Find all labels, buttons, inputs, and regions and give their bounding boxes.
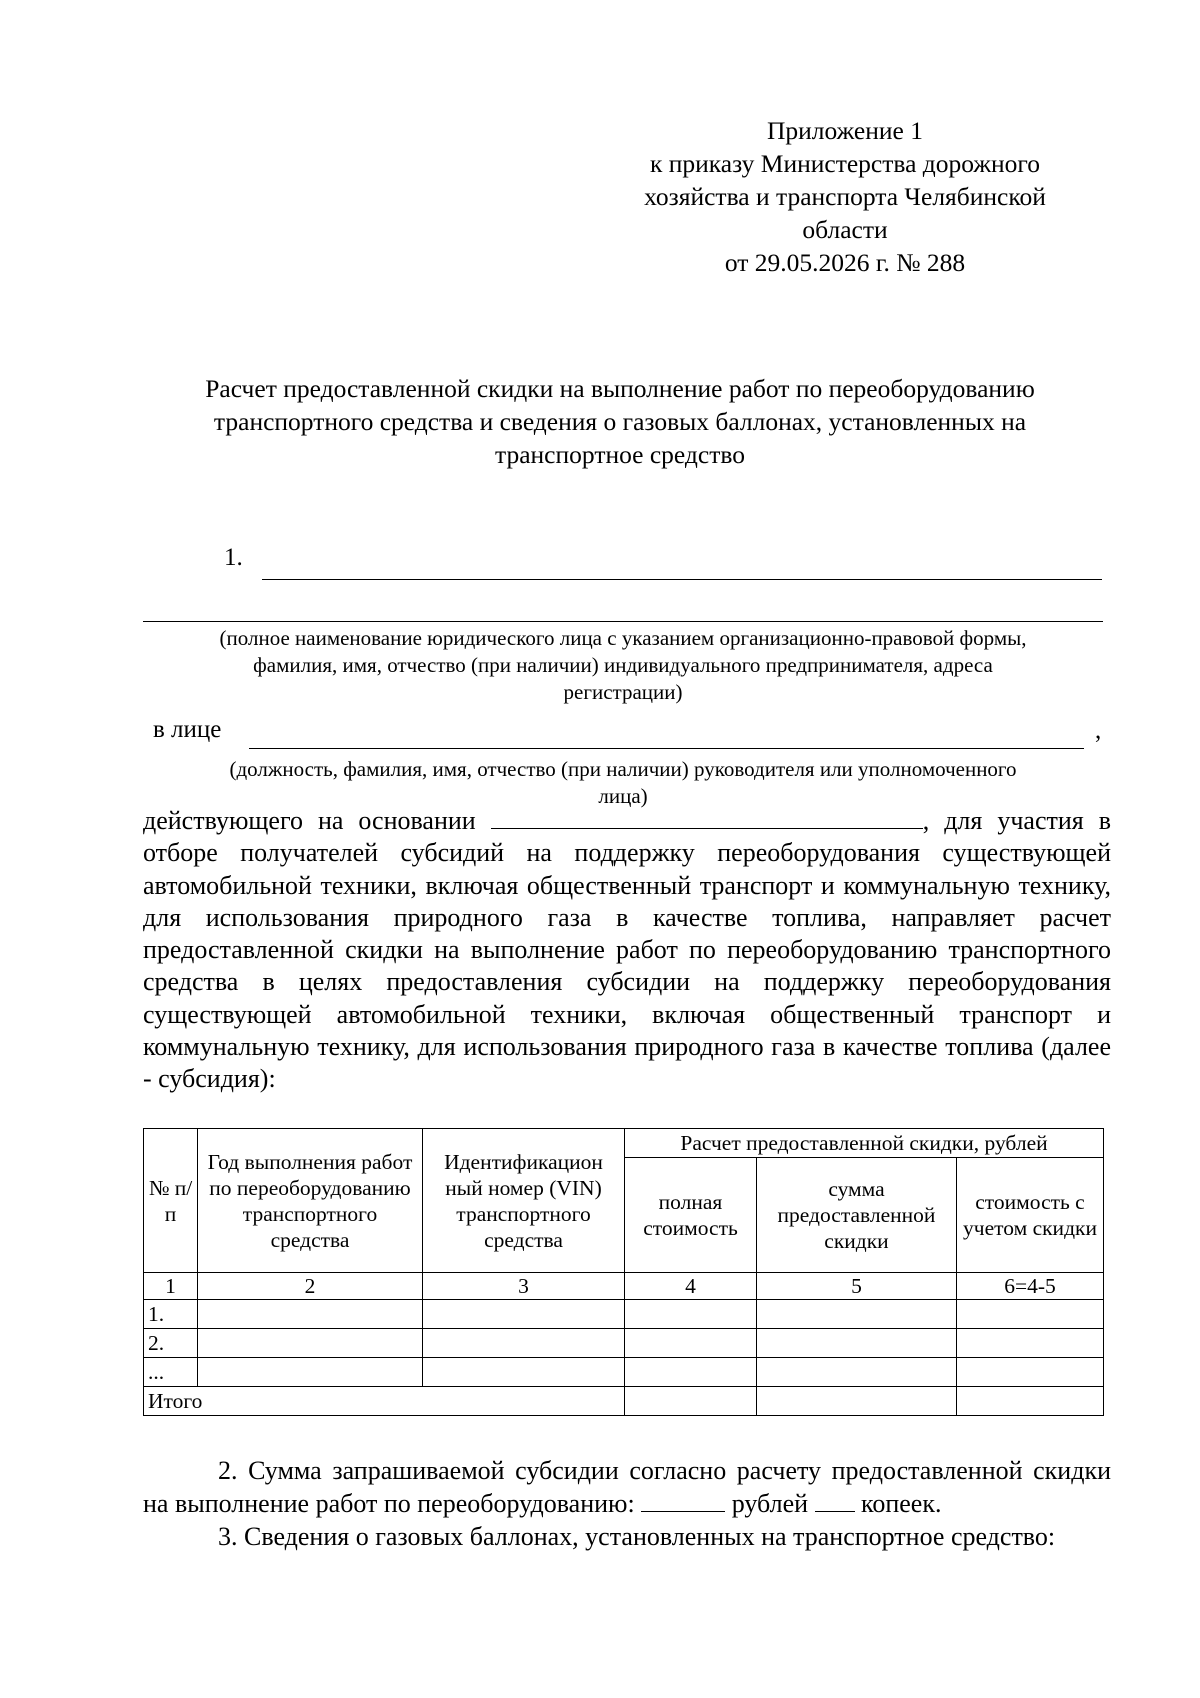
table-cell xyxy=(198,1358,423,1387)
caption-line: лица) xyxy=(598,784,648,808)
title-line: Расчет предоставленной скидки на выполнение работ по переоборудованию xyxy=(205,374,1035,403)
applicant-caption xyxy=(143,625,1103,706)
column-number: 6=4-5 xyxy=(957,1273,1104,1300)
item-1-body xyxy=(143,805,1111,1096)
table-row xyxy=(144,1358,1104,1387)
table-cell xyxy=(757,1358,957,1387)
applicant-name-line-1 xyxy=(262,579,1102,580)
item-2 xyxy=(143,1454,1111,1520)
rubles-blank-line xyxy=(641,1489,725,1512)
representative-line xyxy=(249,748,1084,749)
representative-caption xyxy=(143,756,1103,810)
document-title xyxy=(150,372,1090,471)
appendix-line: области xyxy=(802,215,888,244)
column-number: 2 xyxy=(198,1273,423,1300)
total-label: Итого xyxy=(144,1387,625,1416)
table-cell xyxy=(957,1358,1104,1387)
appendix-line: к приказу Министерства дорожного xyxy=(650,149,1040,178)
table-cell xyxy=(423,1329,625,1358)
caption-line: фамилия, имя, отчество (при наличии) индивидуального предпринимателя, адреса xyxy=(253,653,993,677)
header-cost-with-discount: стоимость с учетом скидки xyxy=(957,1158,1104,1273)
header-discount-group: Расчет предоставленной скидки, рублей xyxy=(625,1129,1104,1158)
kopecks-blank-line xyxy=(815,1489,855,1512)
table-cell xyxy=(957,1300,1104,1329)
basis-blank-line xyxy=(491,806,923,829)
appendix-date-number: от 29.05.2026 г. № 288 xyxy=(724,248,966,277)
header-full-cost: полная стоимость xyxy=(625,1158,757,1273)
discount-table xyxy=(143,1128,1104,1416)
item-3-text: 3. Сведения о газовых баллонах, установленных на транспортное средство: xyxy=(218,1522,1056,1551)
caption-line: (полное наименование юридического лица с указанием организационно-правовой формы, xyxy=(219,626,1027,650)
title-line: транспортное средство xyxy=(495,440,745,469)
appendix-line: Приложение 1 xyxy=(767,116,923,145)
table-cell xyxy=(757,1329,957,1358)
comma: , xyxy=(1095,717,1102,744)
table-cell xyxy=(625,1387,757,1416)
table-cell xyxy=(625,1329,757,1358)
table-cell xyxy=(757,1300,957,1329)
item-2-text: 2. Сумма запрашиваемой субсидии согласно расчету предоставленной скидки на выполнение работ по переоборудованию: xyxy=(143,1456,1111,1518)
column-number: 1 xyxy=(144,1273,198,1300)
table-cell xyxy=(757,1387,957,1416)
table-cell xyxy=(957,1329,1104,1358)
table-cell xyxy=(198,1300,423,1329)
appendix-line: хозяйства и транспорта Челябинской xyxy=(644,182,1046,211)
table-row xyxy=(144,1300,1104,1329)
row-number: ... xyxy=(144,1358,198,1387)
header-year: Год выполнения работ по переоборудованию транспортного средства xyxy=(198,1129,423,1273)
row-number: 1. xyxy=(144,1300,198,1329)
rubles-label: рублей xyxy=(731,1489,809,1518)
body-rest: , для участия в отборе получателей субсидий на поддержку переоборудования существующей автомобильной техники, включая общественный транспорт и коммунальную технику, для использования природного газа в качестве топлива, направляет расчет предоставленной скидки на выполнение работ по переоборудованию транспортного средства в целях предоставления субсидии на поддержку переоборудования существующей автомобильной техники, включая общественный транспорт и коммунальную технику, для использования природного газа в качестве топлива (далее - субсидия): xyxy=(143,806,1111,1094)
column-number-row xyxy=(144,1273,1104,1300)
table-cell xyxy=(957,1387,1104,1416)
table-cell xyxy=(198,1329,423,1358)
column-number: 5 xyxy=(757,1273,957,1300)
table-cell xyxy=(423,1300,625,1329)
row-number: 2. xyxy=(144,1329,198,1358)
items-2-3 xyxy=(143,1454,1111,1553)
kopecks-label: копеек. xyxy=(861,1489,942,1518)
table-cell xyxy=(625,1300,757,1329)
header-num: № п/п xyxy=(144,1129,198,1273)
title-line: транспортного средства и сведения о газовых баллонах, установленных на xyxy=(213,407,1027,436)
column-number: 3 xyxy=(423,1273,625,1300)
caption-line: (должность, фамилия, имя, отчество (при наличии) руководителя или уполномоченного xyxy=(229,757,1017,781)
table-cell xyxy=(625,1358,757,1387)
table-total-row xyxy=(144,1387,1104,1416)
caption-line: регистрации) xyxy=(563,680,683,704)
item-3 xyxy=(143,1520,1111,1553)
header-vin: Идентификацион ный номер (VIN) транспортного средства xyxy=(423,1129,625,1273)
column-number: 4 xyxy=(625,1273,757,1300)
body-start: действующего на основании xyxy=(143,806,476,835)
applicant-name-line-2 xyxy=(143,621,1103,622)
table-header-row xyxy=(144,1129,1104,1158)
in-person-label: в лице xyxy=(153,716,222,743)
item-1-number: 1. xyxy=(224,544,243,571)
header-discount-sum: сумма предоставленной скидки xyxy=(757,1158,957,1273)
table-row xyxy=(144,1329,1104,1358)
table-cell xyxy=(423,1358,625,1387)
appendix-header xyxy=(600,114,1090,279)
